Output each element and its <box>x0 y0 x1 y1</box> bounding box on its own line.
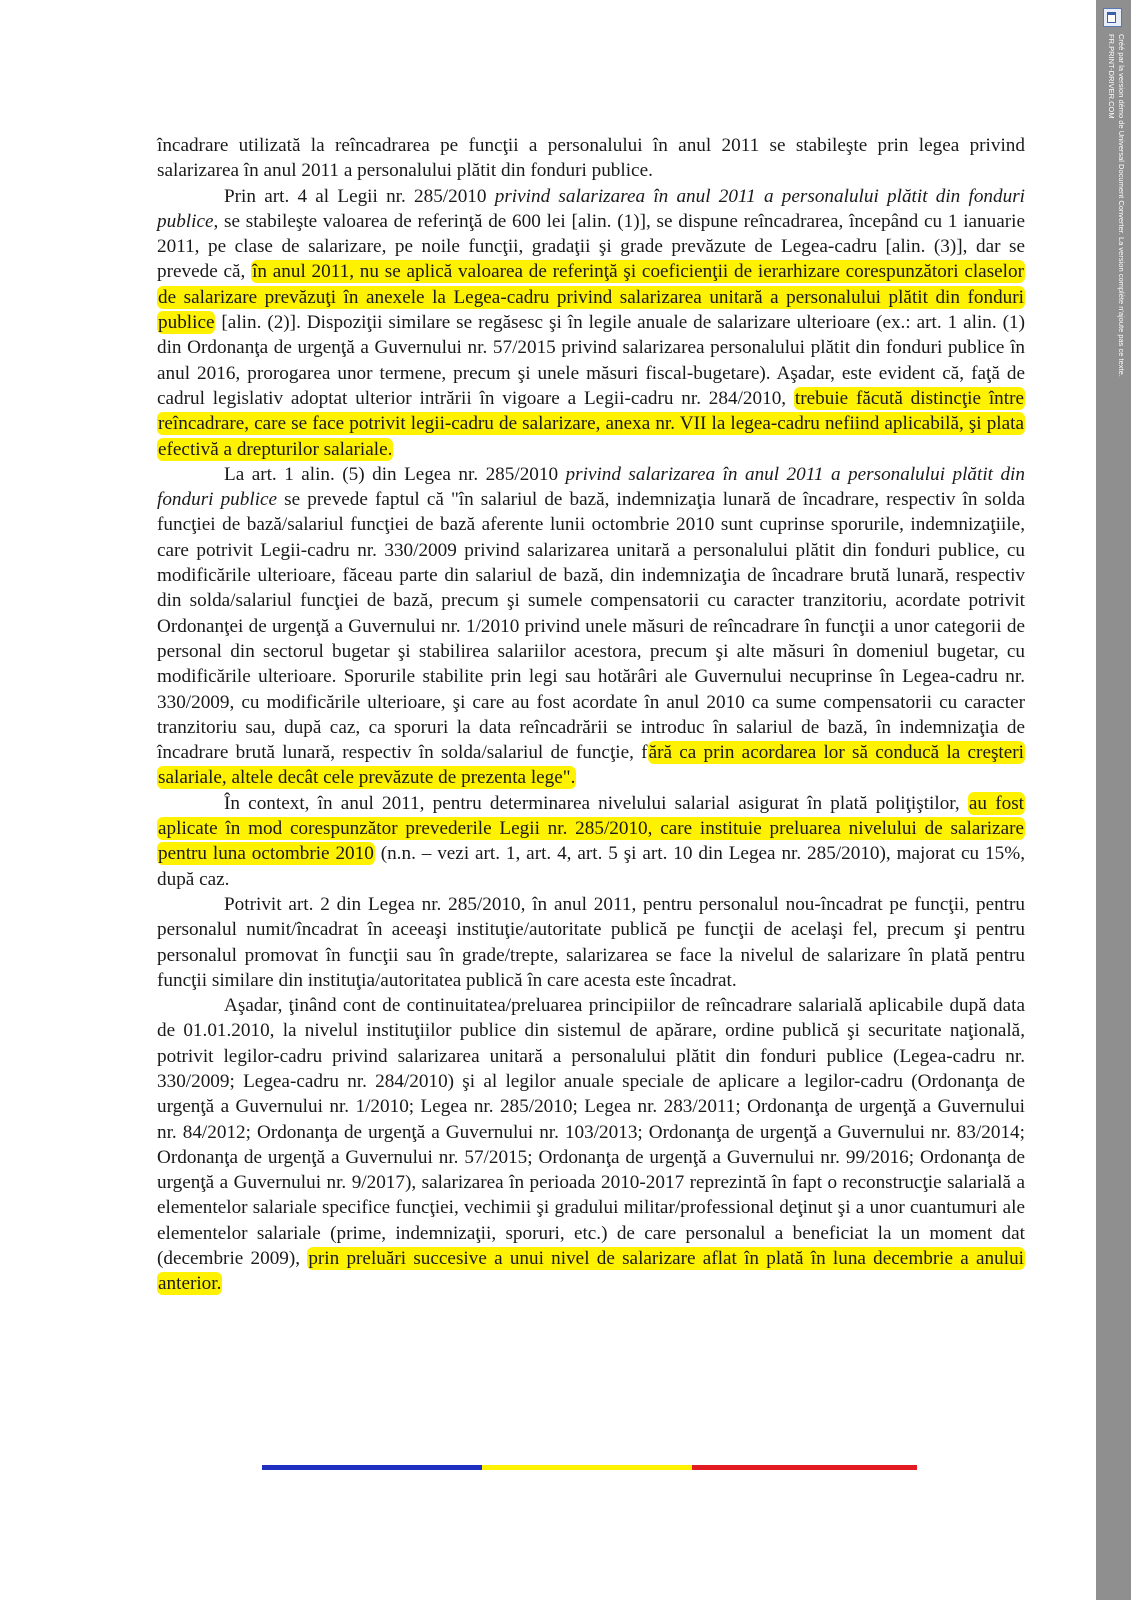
paragraph-text: [alin. (2)]. Dispoziţii similare se regăsesc şi în legile anuale de salarizare ulterioare (ex.: art. 1 alin. (1) din Ordonanţa de urgenţă a Guvernului nr. 57/2015 privind salarizarea personalului plătit din fonduri publice în anul 2016, prorogarea unor termene, precum şi unele măsuri fiscal-bugetare). Aşadar, este evident că, faţă de cadrul legislativ adoptat ulterior intrării în vigoare a Legii-cadru nr. 284/2010, <box>157 312 1025 409</box>
paragraph-text: , se stabileşte valoarea de referinţă de 600 lei [alin. (1)], se dispune reîncadrarea, începând cu 1 ianuarie 2011, pe clase de salarizare, pe noile funcţii, gradaţii şi grade prevăzute de Legea-cadru [alin. (3)], dar se prevede că, <box>157 210 1025 283</box>
paragraph <box>157 791 1025 892</box>
paragraph-text: În context, în anul 2011, pentru determinarea nivelului salarial asigurat în plată poliţiştilor, <box>224 792 968 814</box>
watermark-line-1: Créé par la version démo de Universal Document Converter. La version complète n'ajoute pas ce texte. <box>1117 34 1126 377</box>
paragraph-text: se prevede faptul că "în salariul de bază, indemnizaţia lunară de încadrare, respectiv în solda funcţiei de bază/salariul funcţiei de bază aferente lunii octombrie 2010 sunt cuprinse sporurile, indemnizaţiile, care potrivit Legii-cadru nr. 330/2009 privind salarizarea unitară a personalului plătit din fonduri publice, cu modificările ulterioare, făceau parte din salariul de bază, din indemnizaţia de încadrare brută lunară, respectiv din solda/salariul funcţiei de bază, precum şi sumele compensatorii cu caracter tranzitoriu, acordate potrivit Ordonanţei de urgenţă a Guvernului nr. 1/2010 privind unele măsuri de reîncadrare în funcţii a unor categorii de personal din sectorul bugetar şi stabilirea salariilor acestora, precum şi alte măsuri în domeniul bugetar, cu modificările ulterioare. Sporurile stabilite prin legi sau hotărâri ale Guvernului necuprinse în Legea-cadru nr. 330/2009, cu modificările ulterioare, şi care au fost acordate în anul 2010 ca sume compensatorii cu caracter tranzitoriu sau, după caz, ca sporuri la data reîncadrării se introduc în salariul de bază, în indemnizaţia de încadrare brută lunară, respectiv în solda/salariul de funcţie, f <box>157 489 1025 764</box>
paragraph <box>157 184 1025 462</box>
document-converter-icon <box>1103 8 1122 27</box>
flag-blue-segment <box>262 1465 482 1470</box>
flag-yellow-segment <box>482 1465 692 1470</box>
highlighted-text: ără ca prin acordarea lor să conducă la creşteri salariale, altele decât cele prevăzute de prezenta lege". <box>158 742 1024 789</box>
paragraph-text: La art. 1 alin. (5) din Legea nr. 285/2010 <box>224 463 566 485</box>
paragraph <box>157 993 1025 1297</box>
italic-title-text: privind salarizarea în anul 2011 a personalului plătit din fonduri publice <box>157 463 1025 511</box>
converter-watermark-bar <box>1096 0 1131 1600</box>
watermark-text <box>1104 34 1126 377</box>
flag-red-segment <box>692 1465 917 1470</box>
paragraph-text: Potrivit art. 2 din Legea nr. 285/2010, în anul 2011, pentru personalul nou-încadrat pe funcţii, pentru personalul numit/încadrat în aceeaşi instituţie/autoritate publică pe funcţii de acelaşi fel, precum şi pentru personalul promovat în funcţii sau în grade/trepte, salarizarea se face la nivelul de salarizare în plată pentru funcţii similare din instituţia/autoritatea publică în care acesta este încadrat. <box>157 893 1025 991</box>
paragraph-text: încadrare utilizată la reîncadrarea pe funcţii a personalului în anul 2011 se stabileşte prin legea privind salarizarea în anul 2011 a personalului plătit din fonduri publice. <box>157 135 1025 182</box>
highlighted-text: prin preluări succesive a unui nivel de salarizare aflat în plată în luna decembrie a anului anterior. <box>158 1248 1025 1295</box>
italic-title-text: privind salarizarea în anul 2011 a personalului plătit din fonduri publice <box>157 185 1025 232</box>
highlighted-text: au fost aplicate în mod corespunzător prevederile Legii nr. 285/2010, care instituie preluarea nivelului de salarizare pentru luna octombrie 2010 <box>158 792 1024 865</box>
watermark-line-2: FR.PRINT-DRIVER.COM <box>1107 34 1116 119</box>
highlighted-text: în anul 2011, nu se aplică valoarea de referinţă şi coeficienţii de ierarhizare corespunzători claselor de salarizare prevăzuţi în anexele la Legea-cadru privind salarizarea unitară a personalului plătit din fonduri publice <box>158 261 1024 334</box>
body-text <box>157 133 1025 1297</box>
paragraph <box>157 133 1025 184</box>
paragraph-text: (n.n. – vezi art. 1, art. 4, art. 5 şi art. 10 din Legea nr. 285/2010), majorat cu 15%, după caz. <box>157 843 1025 890</box>
tricolor-footer-line <box>262 1465 917 1470</box>
paragraph-text: Prin art. 4 al Legii nr. 285/2010 <box>224 185 495 207</box>
highlighted-text: trebuie făcută distincţie între reîncadrare, care se face potrivit legii-cadru de salarizare, anexa nr. VII la legea-cadru nefiind aplicabilă, şi plata efectivă a drepturilor salariale. <box>158 387 1024 460</box>
paragraph <box>157 892 1025 993</box>
paragraph-text: Aşadar, ţinând cont de continuitatea/preluarea principiilor de reîncadrare salarială aplicabile după data de 01.01.2010, la nivelul instituţiilor publice din sistemul de apărare, ordine publică şi securitate naţională, potrivit legilor-cadru privind salarizarea unitară a personalului plătit din fonduri publice (Legea-cadru nr. 330/2009; Legea-cadru nr. 284/2010) şi al legilor anuale speciale de aplicare a legilor-cadru (Ordonanţa de urgenţă a Guvernului nr. 1/2010; Legea nr. 285/2010; Legea nr. 283/2011; Ordonanţa de urgenţă a Guvernului nr. 84/2012; Ordonanţa de urgenţă a Guvernului nr. 103/2013; Ordonanţa de urgenţă a Guvernului nr. 83/2014; Ordonanţa de urgenţă a Guvernului nr. 57/2015; Ordonanţa de urgenţă a Guvernului nr. 99/2016; Ordonanţa de urgenţă a Guvernului nr. 9/2017), salarizarea în perioada 2010-2017 reprezintă în fapt o reconstrucţie salarială a elementelor salariale specifice funcţiei, vechimii şi gradului militar/professional deţinut şi a unor cuantumuri ale elementelor salariale (prime, indemnizaţii, sporuri, etc.) de care personalul a beneficiat la un moment dat (decembrie 2009), <box>157 995 1025 1270</box>
paragraph <box>157 462 1025 791</box>
